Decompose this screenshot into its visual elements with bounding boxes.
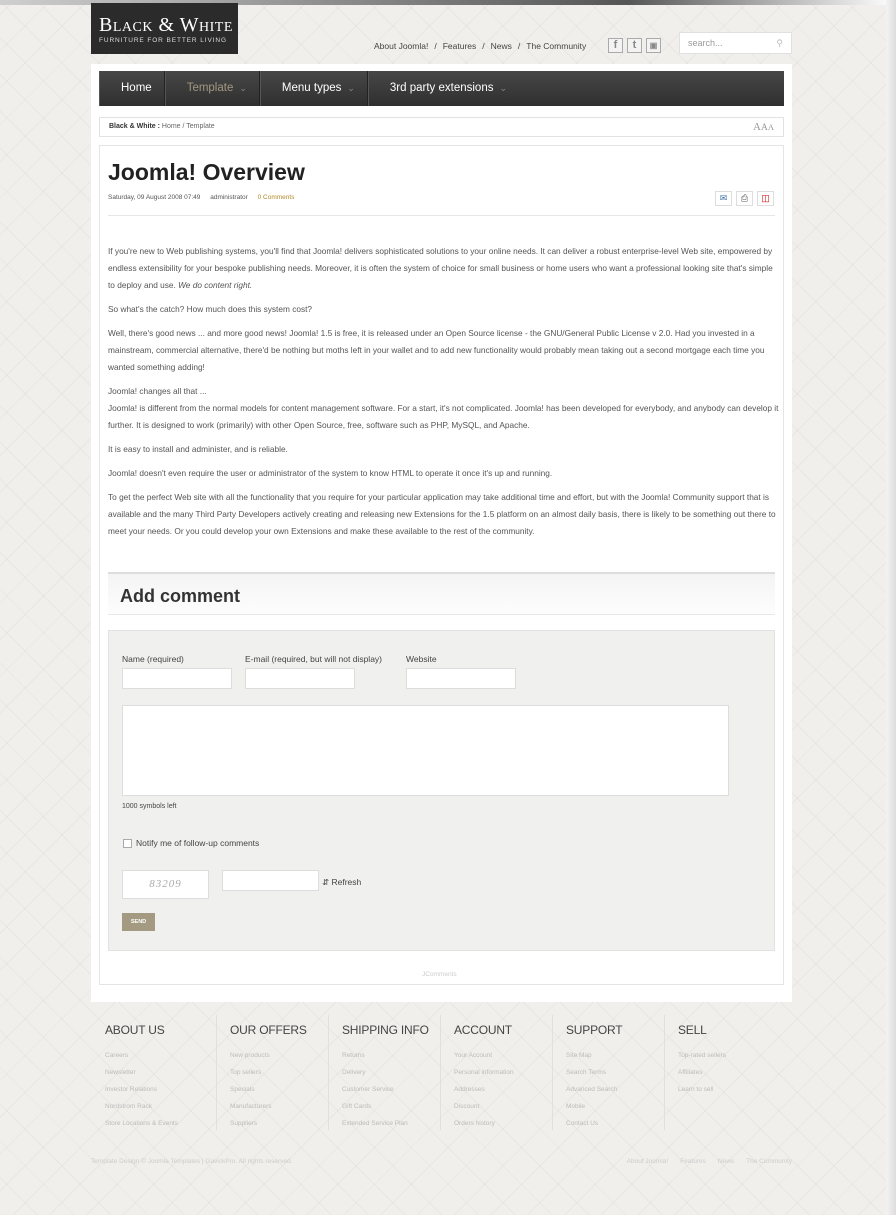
captcha-image: 83209 (122, 870, 209, 899)
site-logo[interactable] (91, 3, 238, 54)
footer-link[interactable]: Discount (454, 1103, 480, 1110)
footer-link[interactable]: Addresses (454, 1086, 485, 1093)
nav-home[interactable] (99, 71, 165, 106)
article-tools (715, 191, 774, 206)
toplink-news[interactable]: News (490, 41, 512, 51)
search-placeholder: search... (688, 38, 723, 48)
lock-icon[interactable]: ▣ (646, 38, 661, 53)
email-field[interactable] (245, 668, 355, 689)
comment-textarea[interactable] (122, 705, 729, 796)
jcomments-link[interactable]: JComments (422, 971, 457, 978)
footer-link[interactable]: Top sellers (230, 1069, 262, 1076)
toplink-features[interactable]: Features (442, 41, 477, 51)
email-icon[interactable]: ✉ (715, 191, 732, 206)
facebook-icon[interactable]: f (608, 38, 623, 53)
footer-col-sell (678, 1015, 778, 1130)
toplink-community[interactable]: The Community (526, 41, 587, 51)
nav-template-label: Template (186, 82, 234, 94)
print-icon[interactable]: ⎙ (736, 191, 753, 206)
nav-menu-types[interactable] (260, 71, 368, 106)
footer-link[interactable]: Top-rated sellers (678, 1052, 727, 1059)
footer-link[interactable]: Specials (230, 1086, 255, 1093)
footer-link[interactable]: Investor Relations (105, 1086, 158, 1093)
paragraph: Joomla! changes all that ... Joomla! is different from the normal models for content management software. For a start, it's not complicated. Joomla! has been developed for everybody, and anybody can develop it further. It is designed to work (primarily) with other Open Source, free, software such as PHP, MySQL, and Apache. (108, 386, 779, 430)
refresh-icon: ⇵ (322, 877, 330, 887)
nav-template[interactable] (165, 71, 260, 106)
footer-link[interactable]: Orders history (454, 1120, 495, 1127)
nav-extensions[interactable] (368, 71, 519, 106)
paragraph: It is easy to install and administer, and is reliable. (108, 444, 288, 454)
footer-col-title: SELL (678, 1023, 707, 1037)
nav-extensions-label: 3rd party extensions (389, 82, 494, 94)
paragraph: If you're new to Web publishing systems, you'll find that Joomla! delivers sophisticated solutions to your online needs. It can deliver a robust enterprise-level Web site, empowered by endless extensibility for your bespoke publishing needs. Moreover, it is often the system of choice for small business or home users who want a professional looking site that's simple to deploy and use. We do content right. (108, 246, 773, 290)
footer-link[interactable]: Advanced Search (566, 1086, 618, 1093)
footer-col-support (566, 1015, 665, 1130)
breadcrumb (99, 117, 784, 137)
notify-checkbox[interactable] (123, 839, 132, 848)
article-date: Saturday, 09 August 2008 07:49 (108, 194, 201, 201)
footer-col-title: ACCOUNT (454, 1023, 512, 1037)
footer-link[interactable]: Your Account (454, 1052, 493, 1059)
footer-link[interactable]: Newsletter (105, 1069, 136, 1076)
paragraph: So what's the catch? How much does this system cost? (108, 304, 313, 314)
footer-link-news[interactable]: News (717, 1158, 735, 1165)
comments-link[interactable]: 0 Comments (257, 194, 295, 201)
footer-link[interactable]: Customer Service (342, 1086, 394, 1093)
footer-link[interactable]: Suppliers (230, 1120, 258, 1127)
footer-link[interactable]: Nordstrom Rack (105, 1103, 152, 1110)
footer-link[interactable]: Extended Service Plan (342, 1120, 408, 1127)
twitter-icon[interactable]: t (627, 38, 642, 53)
footer-col-title: SHIPPING INFO (342, 1023, 429, 1037)
article-title: Joomla! Overview (108, 159, 305, 185)
footer-link[interactable]: Contact Us (566, 1120, 599, 1127)
footer-col-title: SUPPORT (566, 1023, 623, 1037)
add-comment-header (108, 572, 775, 615)
name-label: Name (required) (122, 654, 184, 664)
footer-link[interactable]: Affiliates (678, 1069, 703, 1076)
chevron-down-icon: ⌄ (499, 83, 508, 93)
footer-link[interactable]: Gift Cards (342, 1103, 372, 1110)
divider (108, 215, 775, 216)
footer-col-offers (230, 1015, 329, 1130)
social-icons (608, 38, 661, 53)
footer-col-account (454, 1015, 553, 1130)
page-edge (886, 0, 896, 1215)
top-links: About Joomla! / Features / News / The Community (374, 41, 587, 51)
chevron-down-icon: ⌄ (239, 83, 247, 93)
search-input[interactable] (679, 32, 792, 54)
footer-link[interactable]: Learn to sell (678, 1086, 714, 1093)
nav-home-label: Home (121, 82, 152, 94)
website-label: Website (406, 654, 437, 664)
symbols-left: 1000 symbols left (122, 803, 177, 810)
add-comment-heading: Add comment (120, 586, 241, 606)
footer-link[interactable]: Delivery (342, 1069, 366, 1076)
main-nav (99, 71, 784, 106)
send-button[interactable]: SEND (122, 913, 155, 931)
footer-link[interactable]: New products (230, 1052, 270, 1059)
footer-col-about (105, 1015, 217, 1130)
article-meta (108, 194, 294, 201)
footer-col-title: ABOUT US (105, 1023, 165, 1037)
footer-col-title: OUR OFFERS (230, 1023, 307, 1037)
chevron-down-icon: ⌄ (347, 83, 355, 93)
name-field[interactable] (122, 668, 232, 689)
logo-tagline: FURNITURE FOR BETTER LIVING (99, 37, 227, 44)
footer-link-community[interactable]: The Community (746, 1158, 792, 1165)
article-body (108, 243, 780, 547)
paragraph: Joomla! doesn't even require the user or administrator of the system to know HTML to operate it once it's up and running. (108, 468, 553, 478)
breadcrumb-site: Black & White : (109, 123, 160, 130)
pdf-icon[interactable]: ◫ (757, 191, 774, 206)
notify-label: Notify me of follow-up comments (136, 838, 260, 848)
search-icon[interactable]: ⚲ (776, 37, 783, 48)
footer-link[interactable]: Careers (105, 1052, 129, 1059)
footer-link[interactable]: Search Terms (566, 1069, 606, 1076)
breadcrumb-path[interactable]: Home / Template (161, 123, 215, 130)
toplink-about[interactable]: About Joomla! (374, 41, 429, 51)
email-label: E-mail (required, but will not display) (245, 654, 382, 664)
copyright: Template Design © Joomla Templates | GavickPro. All rights reserved. (91, 1158, 293, 1165)
refresh-label: Refresh (331, 877, 362, 887)
footer-link[interactable]: Returns (342, 1052, 365, 1059)
footer-link-about[interactable]: About Joomla! (626, 1158, 669, 1165)
footer-link[interactable]: Store Locations & Events (105, 1120, 178, 1127)
paragraph: Well, there's good news ... and more good news! Joomla! 1.5 is free, it is released under an Open Source license - the GNU/General Public License v 2.0. Had you invested in a mainstream, commercial alternative, there'd be nothing but moths left in your wallet and to add new functionality would probably mean taking out a second mortgage each time you wanted something adding! (108, 328, 765, 372)
footer-columns (91, 1015, 792, 1130)
footer-links (627, 1158, 792, 1165)
footer-link-features[interactable]: Features (680, 1158, 706, 1165)
footer-link[interactable]: Site Map (566, 1052, 592, 1059)
article-author: administrator (210, 194, 248, 201)
footer-col-shipping (342, 1015, 441, 1130)
logo-title: Black & White (99, 14, 233, 36)
footer-link[interactable]: Mobile (566, 1103, 586, 1110)
website-field[interactable] (406, 668, 516, 689)
footer-link[interactable]: Manufacturers (230, 1103, 272, 1110)
paragraph: To get the perfect Web site with all the functionality that you require for your particular application may take additional time and effort, but with the Joomla! Community support that is available and the many Third Party Developers actively creating and releasing new Extensions for the 1.5 platform on an almost daily basis, there is likely to be something out there to meet your needs. Or you could develop your own Extensions and make these available to the rest of the community. (108, 492, 776, 536)
captcha-input[interactable] (222, 870, 319, 891)
font-size-switcher[interactable]: AAA (753, 121, 774, 133)
refresh-captcha[interactable] (322, 877, 361, 888)
nav-menu-types-label: Menu types (281, 82, 342, 94)
footer-link[interactable]: Personal information (454, 1069, 514, 1076)
